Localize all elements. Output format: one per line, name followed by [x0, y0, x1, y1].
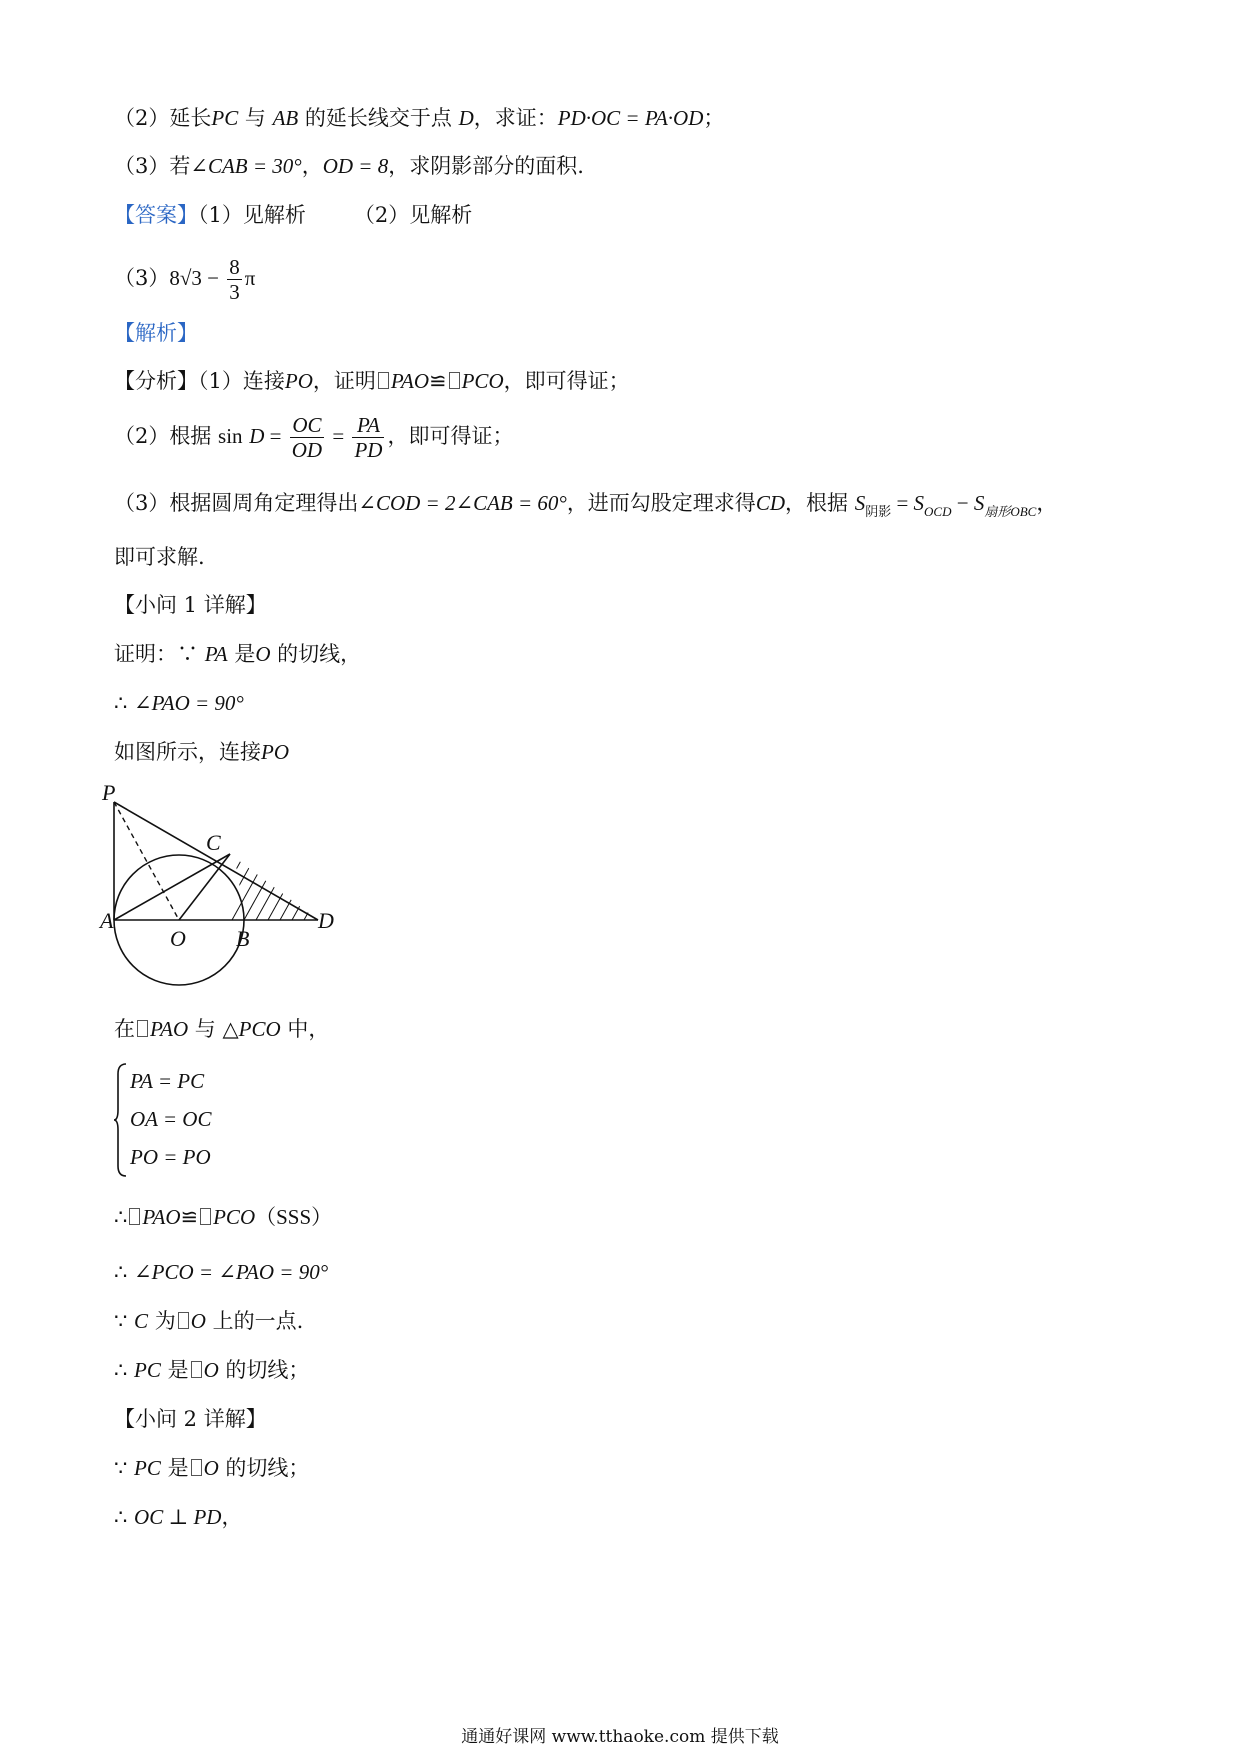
triangle-placeholder-icon	[137, 1020, 148, 1037]
conclusion-3: ∵ C 为 O 上的一点.	[114, 1309, 304, 1333]
proof-line-1: 证明：∵ PA 是O 的切线，	[114, 642, 362, 666]
segment-ac	[114, 854, 230, 920]
system-row: PA = PC	[130, 1069, 205, 1093]
proof-line-3: 如图所示，连接PO	[114, 740, 289, 764]
conclusion-4: ∴ PC 是 O 的切线；	[114, 1358, 310, 1382]
system-row: OA = OC	[130, 1107, 212, 1131]
triangle-placeholder-icon	[449, 372, 460, 389]
subquestion-1-title: 【小问 1 详解】	[114, 593, 267, 617]
triangle-placeholder-icon	[200, 1208, 211, 1225]
label-c: C	[206, 830, 221, 855]
analysis-3: （3）根据圆周角定理得出∠COD = 2∠CAB = 60°，进而勾股定理求得CD，根据 $S_{阴影} = S_{OCD} - S_{扇形OBC}$，	[114, 491, 1058, 520]
circle-placeholder-icon	[191, 1459, 202, 1476]
system-row: PO = PO	[130, 1145, 211, 1169]
circle-placeholder-icon	[178, 1312, 189, 1329]
question-3: （3）若∠CAB = 30°，OD = 8，求阴影部分的面积.	[114, 154, 584, 178]
proof-line-2: ∴ ∠PAO = 90°	[114, 691, 244, 715]
segment-oc	[179, 854, 230, 920]
answer-tag: 【答案】	[114, 203, 198, 227]
conclusion-2: ∴ ∠PCO = ∠PAO = 90°	[114, 1260, 329, 1284]
fraction: $\frac{8}{3}$	[229, 255, 240, 304]
left-brace-icon	[114, 1062, 128, 1178]
analysis-1: 【分析】（1）连接PO，证明 PAO≌ PCO，即可得证；	[114, 369, 630, 393]
answer-3: （3）8√3 − $\frac{8}{3}$ π	[114, 255, 256, 304]
proof2-line-2: ∴ OC ⊥ PD，	[114, 1505, 243, 1529]
answer-line: 【答案】（1）见解析 （2）见解析	[114, 203, 473, 227]
proof2-line-1: ∵ PC 是 O 的切线；	[114, 1456, 310, 1480]
page-footer: 通通好课网 www.tthaoke.com 提供下载	[461, 1727, 779, 1747]
geometry-figure	[100, 780, 348, 1000]
analysis-3b: 即可求解.	[114, 545, 205, 569]
analysis-2: （2）根据 sin D = $\frac{OC}{OD}$ = $\frac{PA}{PD}$ ，即可得证；	[114, 413, 514, 462]
label-a: A	[100, 908, 114, 933]
question-2: （2）延长PC 与 AB 的延长线交于点 D，求证：PD·OC = PA·OD；	[114, 106, 725, 130]
label-b: B	[236, 926, 250, 951]
label-d: D	[318, 908, 334, 933]
triangle-placeholder-icon	[129, 1208, 140, 1225]
zai-line: 在 PAO 与 △PCO 中，	[114, 1017, 330, 1041]
analysis-heading: 【解析】	[114, 321, 198, 345]
conclusion-1: ∴ PAO≌ PCO（SSS）	[114, 1205, 333, 1229]
circle-placeholder-icon	[191, 1361, 202, 1378]
subquestion-2-title: 【小问 2 详解】	[114, 1407, 267, 1431]
label-o: O	[170, 926, 186, 951]
triangle-placeholder-icon	[378, 372, 389, 389]
label-p: P	[102, 780, 116, 805]
